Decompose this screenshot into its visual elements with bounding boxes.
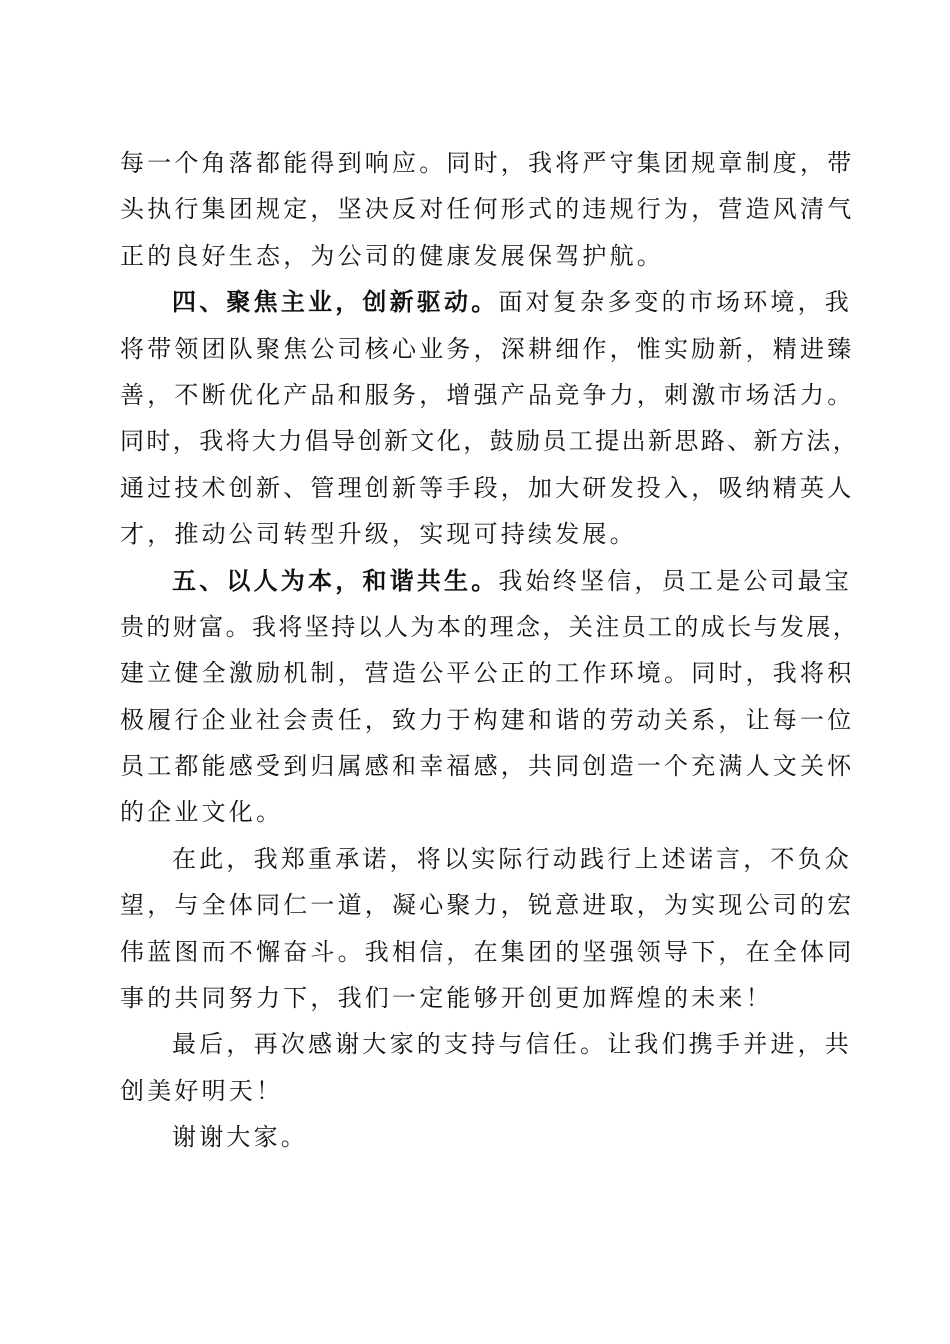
text-line: 头执行集团规定，坚决反对任何形式的违规行为，营造风清气: [120, 195, 855, 224]
text-line: 正的良好生态，为公司的健康发展保驾护航。: [120, 241, 664, 270]
text-run: 面对复杂多变的市场环境，我: [498, 288, 853, 317]
text-line: 将带领团队聚焦公司核心业务，深耕细作，惟实励新，精进臻: [120, 334, 855, 363]
text-line: [120, 279, 853, 325]
paragraph-continuation: [120, 140, 855, 279]
text-line: 在此，我郑重承诺，将以实际行动践行上述诺言，不负众: [172, 844, 852, 873]
text-run: 我始终坚信，员工是公司最宝: [498, 566, 853, 595]
text-line: 谢谢大家。: [172, 1123, 308, 1152]
paragraph-section-five: [120, 558, 860, 836]
text-line: 创美好明天！: [120, 1076, 284, 1105]
text-line: 最后，再次感谢大家的支持与信任。让我们携手并进，共: [172, 1030, 852, 1059]
text-line: 极履行企业社会责任，致力于构建和谐的劳动关系，让每一位: [120, 705, 855, 734]
text-line: 建立健全激励机制，营造公平公正的工作环境。同时，我将积: [120, 659, 855, 688]
text-line: [120, 558, 853, 604]
text-line: 贵的财富。我将坚持以人为本的理念，关注员工的成长与发展，: [120, 612, 860, 641]
section-heading: 四、聚焦主业，创新驱动。: [172, 287, 499, 317]
text-line: 望，与全体同仁一道，凝心聚力，锐意进取，为实现公司的宏: [120, 891, 855, 920]
text-line: 同时，我将大力倡导创新文化，鼓励员工提出新思路、新方法，: [120, 427, 860, 456]
paragraph-thanks: [120, 1114, 830, 1160]
paragraph-section-four: [120, 279, 860, 557]
text-line: 的企业文化。: [120, 798, 284, 827]
text-line: 事的共同努力下，我们一定能够开创更加辉煌的未来！: [120, 984, 773, 1013]
text-line: 伟蓝图而不懈奋斗。我相信，在集团的坚强领导下，在全体同: [120, 937, 855, 966]
paragraph-commitment: [120, 836, 855, 1022]
document-body: [120, 140, 860, 1161]
text-line: 员工都能感受到归属感和幸福感，共同创造一个充满人文关怀: [120, 752, 855, 781]
text-line: 每一个角落都能得到响应。同时，我将严守集团规章制度，带: [120, 149, 855, 177]
text-line: 才，推动公司转型升级，实现可持续发展。: [120, 520, 637, 549]
section-heading: 五、以人为本，和谐共生。: [172, 565, 499, 595]
text-line: 善，不断优化产品和服务，增强产品竞争力，刺激市场活力。: [120, 380, 855, 409]
text-line: 通过技术创新、管理创新等手段，加大研发投入，吸纳精英人: [120, 473, 855, 502]
paragraph-closing: [120, 1021, 852, 1114]
